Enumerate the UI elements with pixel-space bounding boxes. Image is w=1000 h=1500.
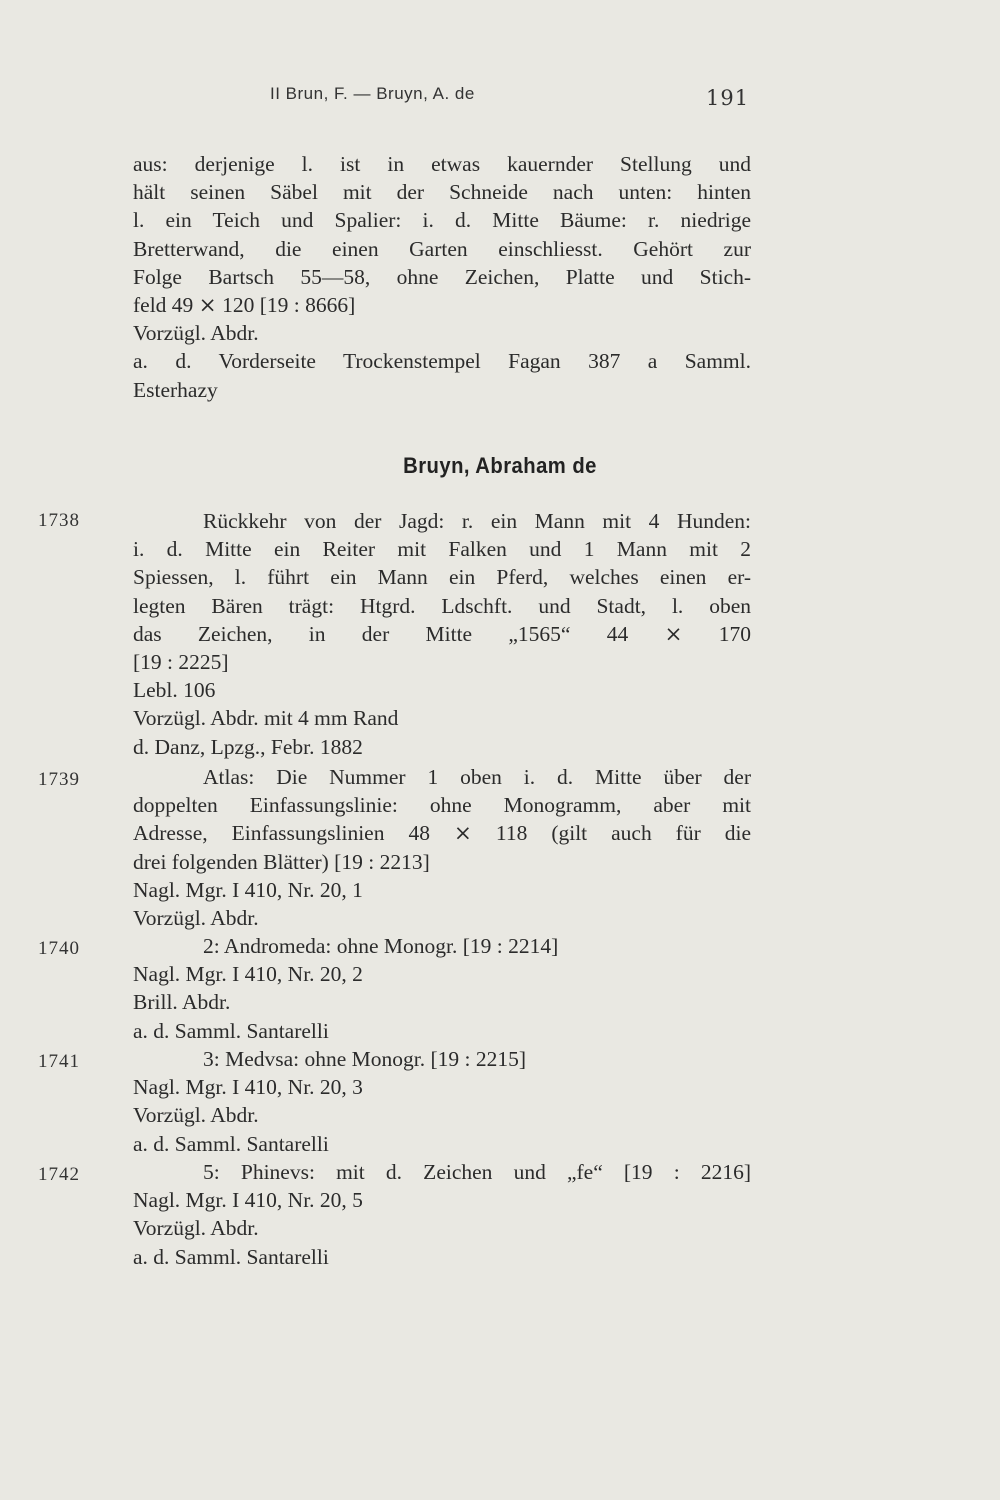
catalog-entry	[133, 932, 751, 1045]
text-line: d. Danz, Lpzg., Febr. 1882	[133, 734, 363, 759]
text-line: [19 : 2225]	[133, 650, 229, 675]
text-line: feld 49 ⨯ 120 [19 : 8666]	[133, 293, 356, 318]
text-line: drei folgenden Blätter) [19 : 2213]	[133, 849, 430, 874]
text-line: Vorzügl. Abdr.	[133, 1216, 259, 1241]
text-line: Nagl. Mgr. I 410, Nr. 20, 2	[133, 962, 363, 987]
entry-number: 1738	[38, 510, 80, 531]
text-line: Folge Bartsch 55—58, ohne Zeichen, Platte und Stich-	[133, 264, 751, 289]
entry-number: 1742	[38, 1164, 80, 1185]
page-number: 191	[706, 86, 750, 110]
text-line: Bretterwand, die einen Garten einschliesst. Gehört zur	[133, 236, 751, 261]
text-line: Rückkehr von der Jagd: r. ein Mann mit 4 Hunden:	[203, 509, 751, 533]
text-line: hält seinen Säbel mit der Schneide nach unten: hinten	[133, 180, 751, 205]
text-line: Vorzügl. Abdr.	[133, 321, 259, 346]
text-line: Adresse, Einfassungslinien 48 ⨯ 118 (gilt auch für die	[133, 821, 751, 846]
text-line: legten Bären trägt: Htgrd. Ldschft. und Stadt, l. oben	[133, 593, 751, 618]
section-heading: Bruyn, Abraham de	[403, 453, 597, 478]
catalog-entry	[133, 1158, 751, 1271]
text-line: Lebl. 106	[133, 678, 216, 703]
text-line: a. d. Samml. Santarelli	[133, 1131, 329, 1156]
catalog-entry	[133, 1045, 751, 1158]
text-line: Esterhazy	[133, 377, 218, 402]
text-line: 3: Medvsa: ohne Monogr. [19 : 2215]	[203, 1047, 527, 1071]
text-line: Atlas: Die Nummer 1 oben i. d. Mitte über der	[203, 765, 751, 789]
text-line: Nagl. Mgr. I 410, Nr. 20, 1	[133, 877, 363, 902]
text-line: 2: Andromeda: ohne Monogr. [19 : 2214]	[203, 934, 559, 958]
text-line: Vorzügl. Abdr.	[133, 1103, 259, 1128]
text-line: Spiessen, l. führt ein Mann ein Pferd, welches einen er-	[133, 565, 751, 590]
text-line: Vorzügl. Abdr. mit 4 mm Rand	[133, 706, 399, 731]
text-line: Nagl. Mgr. I 410, Nr. 20, 3	[133, 1075, 363, 1100]
entry-number: 1739	[38, 769, 80, 790]
text-line: Brill. Abdr.	[133, 990, 231, 1015]
running-title: II Brun, F. — Bruyn, A. de	[270, 84, 475, 103]
entry-number: 1741	[38, 1051, 80, 1072]
continuation-paragraph	[133, 150, 751, 404]
catalog-entry	[133, 507, 751, 761]
text-line: a. d. Vorderseite Trockenstempel Fagan 387 a Samml.	[133, 349, 751, 374]
text-line: doppelten Einfassungslinie: ohne Monogramm, aber mit	[133, 793, 751, 818]
text-line: das Zeichen, in der Mitte „1565“ 44 ⨯ 170	[133, 621, 751, 646]
text-line: a. d. Samml. Santarelli	[133, 1018, 329, 1043]
catalog-entry	[133, 763, 751, 932]
text-line: i. d. Mitte ein Reiter mit Falken und 1 Mann mit 2	[133, 537, 751, 562]
text-line: 5: Phinevs: mit d. Zeichen und „fe“ [19 : 2216]	[203, 1160, 751, 1184]
text-line: Nagl. Mgr. I 410, Nr. 20, 5	[133, 1188, 363, 1213]
entry-number: 1740	[38, 938, 80, 959]
text-line: Vorzügl. Abdr.	[133, 906, 259, 931]
text-line: aus: derjenige l. ist in etwas kauernder Stellung und	[133, 152, 751, 176]
text-line: l. ein Teich und Spalier: i. d. Mitte Bäume: r. niedrige	[133, 208, 751, 233]
text-line: a. d. Samml. Santarelli	[133, 1244, 329, 1269]
